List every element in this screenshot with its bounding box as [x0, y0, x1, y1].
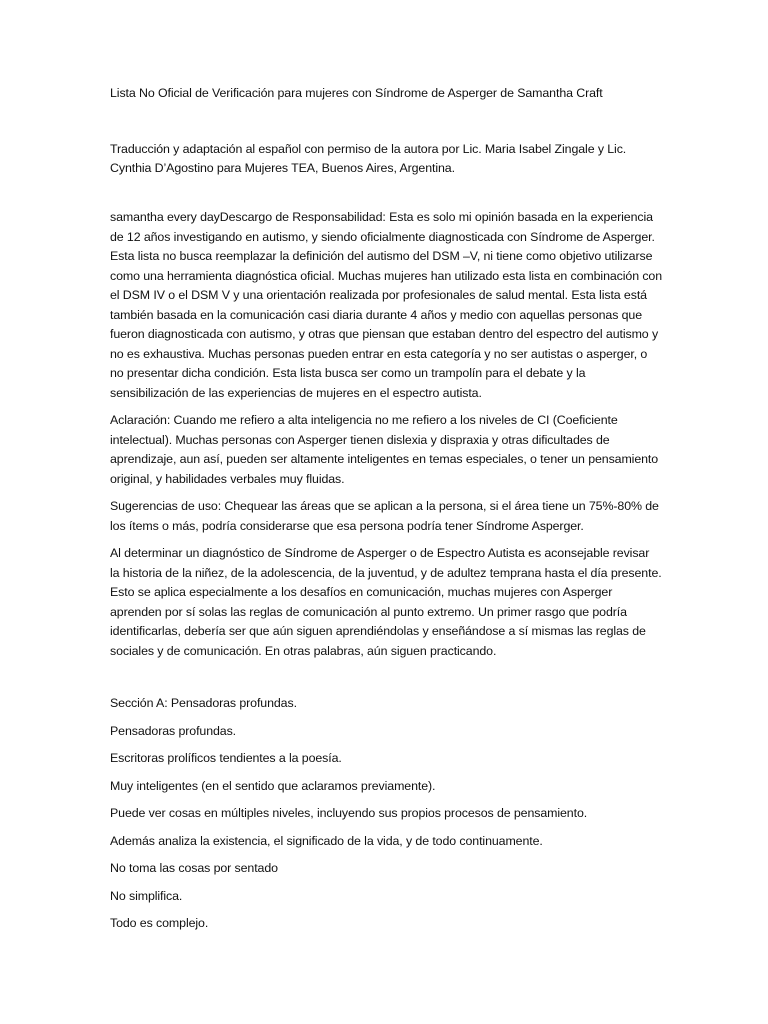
list-item: Puede ver cosas en múltiples niveles, incluyendo sus propios procesos de pensamiento.	[110, 806, 588, 820]
section-heading: Sección A: Pensadoras profundas.	[110, 696, 297, 710]
document-title: Lista No Oficial de Verificación para mujeres con Síndrome de Asperger de Samantha Craft	[110, 86, 603, 100]
list-item: No simplifica.	[110, 888, 183, 903]
list-item: Escritoras prolíficos tendientes a la poesía.	[110, 751, 342, 765]
list-item: Pensadoras profundas.	[110, 723, 237, 738]
list-item: Todo es complejo.	[110, 916, 209, 930]
disclaimer-paragraph: samantha every dayDescargo de Responsabilidad: Esta es solo mi opinión basada en la experiencia de 12 años investigando en autismo, y siendo oficialmente diagnosticada con Síndrome de Asperger. Esta lista no busca reemplazar la definición del autismo del DSM –V, ni tiene como objetivo utilizarse como una herramienta diagnóstica oficial. Muchas mujeres han utilizado esta lista en combinación con el DSM IV o el DSM V y una orientación realizada por profesionales de salud mental. Esta lista está también basada en la comunicación casi diaria durante 4 años y medio con aquellas personas que fueron diagnosticada con autismo, y otras que piensan que estaban dentro del espectro del autismo y no es exhaustiva. Muchas personas pueden entrar en esta categoría y no ser autistas o asperger, o no presentar dicha condición. Esta lista busca ser como un trampolín para el debate y la sensibilización de las experiencias de mujeres en el espectro autista.	[110, 210, 663, 400]
translation-note: Traducción y adaptación al español con permiso de la autora por Lic. Maria Isabel Zingale y Lic. Cynthia D’Agostino para Mujeres TEA, Buenos Aires, Argentina.	[110, 142, 627, 175]
list-item: No toma las cosas por sentado	[110, 861, 278, 875]
list-item: Además analiza la existencia, el significado de la vida, y de todo continuamente.	[110, 833, 543, 848]
diagnosis-paragraph: Al determinar un diagnóstico de Síndrome de Asperger o de Espectro Autista es aconsejable revisar la historia de la niñez, de la adolescencia, de la juventud, y de adultez temprana hasta el día presente. Esto se aplica especialmente a los desafíos en comunicación, muchas mujeres con Asperger aprenden por sí solas las reglas de comunicación al punto extremo. Un primer rasgo que podría identificarlas, debería ser que aún siguen aprendiéndolas y enseñándose a sí mismas las reglas de sociales y de comunicación. En otras palabras, aún siguen practicando.	[110, 546, 662, 658]
list-item: Muy inteligentes (en el sentido que aclaramos previamente).	[110, 778, 436, 793]
section-a-list	[110, 694, 662, 942]
document-page	[110, 84, 662, 942]
usage-suggestions-paragraph: Sugerencias de uso: Chequear las áreas que se aplican a la persona, si el área tiene un 75%-80% de los ítems o más, podría considerarse que esa persona podría tener Síndrome Asperger.	[110, 499, 659, 533]
clarification-paragraph: Aclaración: Cuando me refiero a alta inteligencia no me refiero a los niveles de CI (Coeficiente intelectual). Muchas personas con Asperger tienen dislexia y dispraxia y otras dificultades de aprendizaje, aun así, pueden ser altamente inteligentes en temas especiales, o tener un pensamiento original, y habilidades verbales muy fluidas.	[110, 413, 659, 486]
